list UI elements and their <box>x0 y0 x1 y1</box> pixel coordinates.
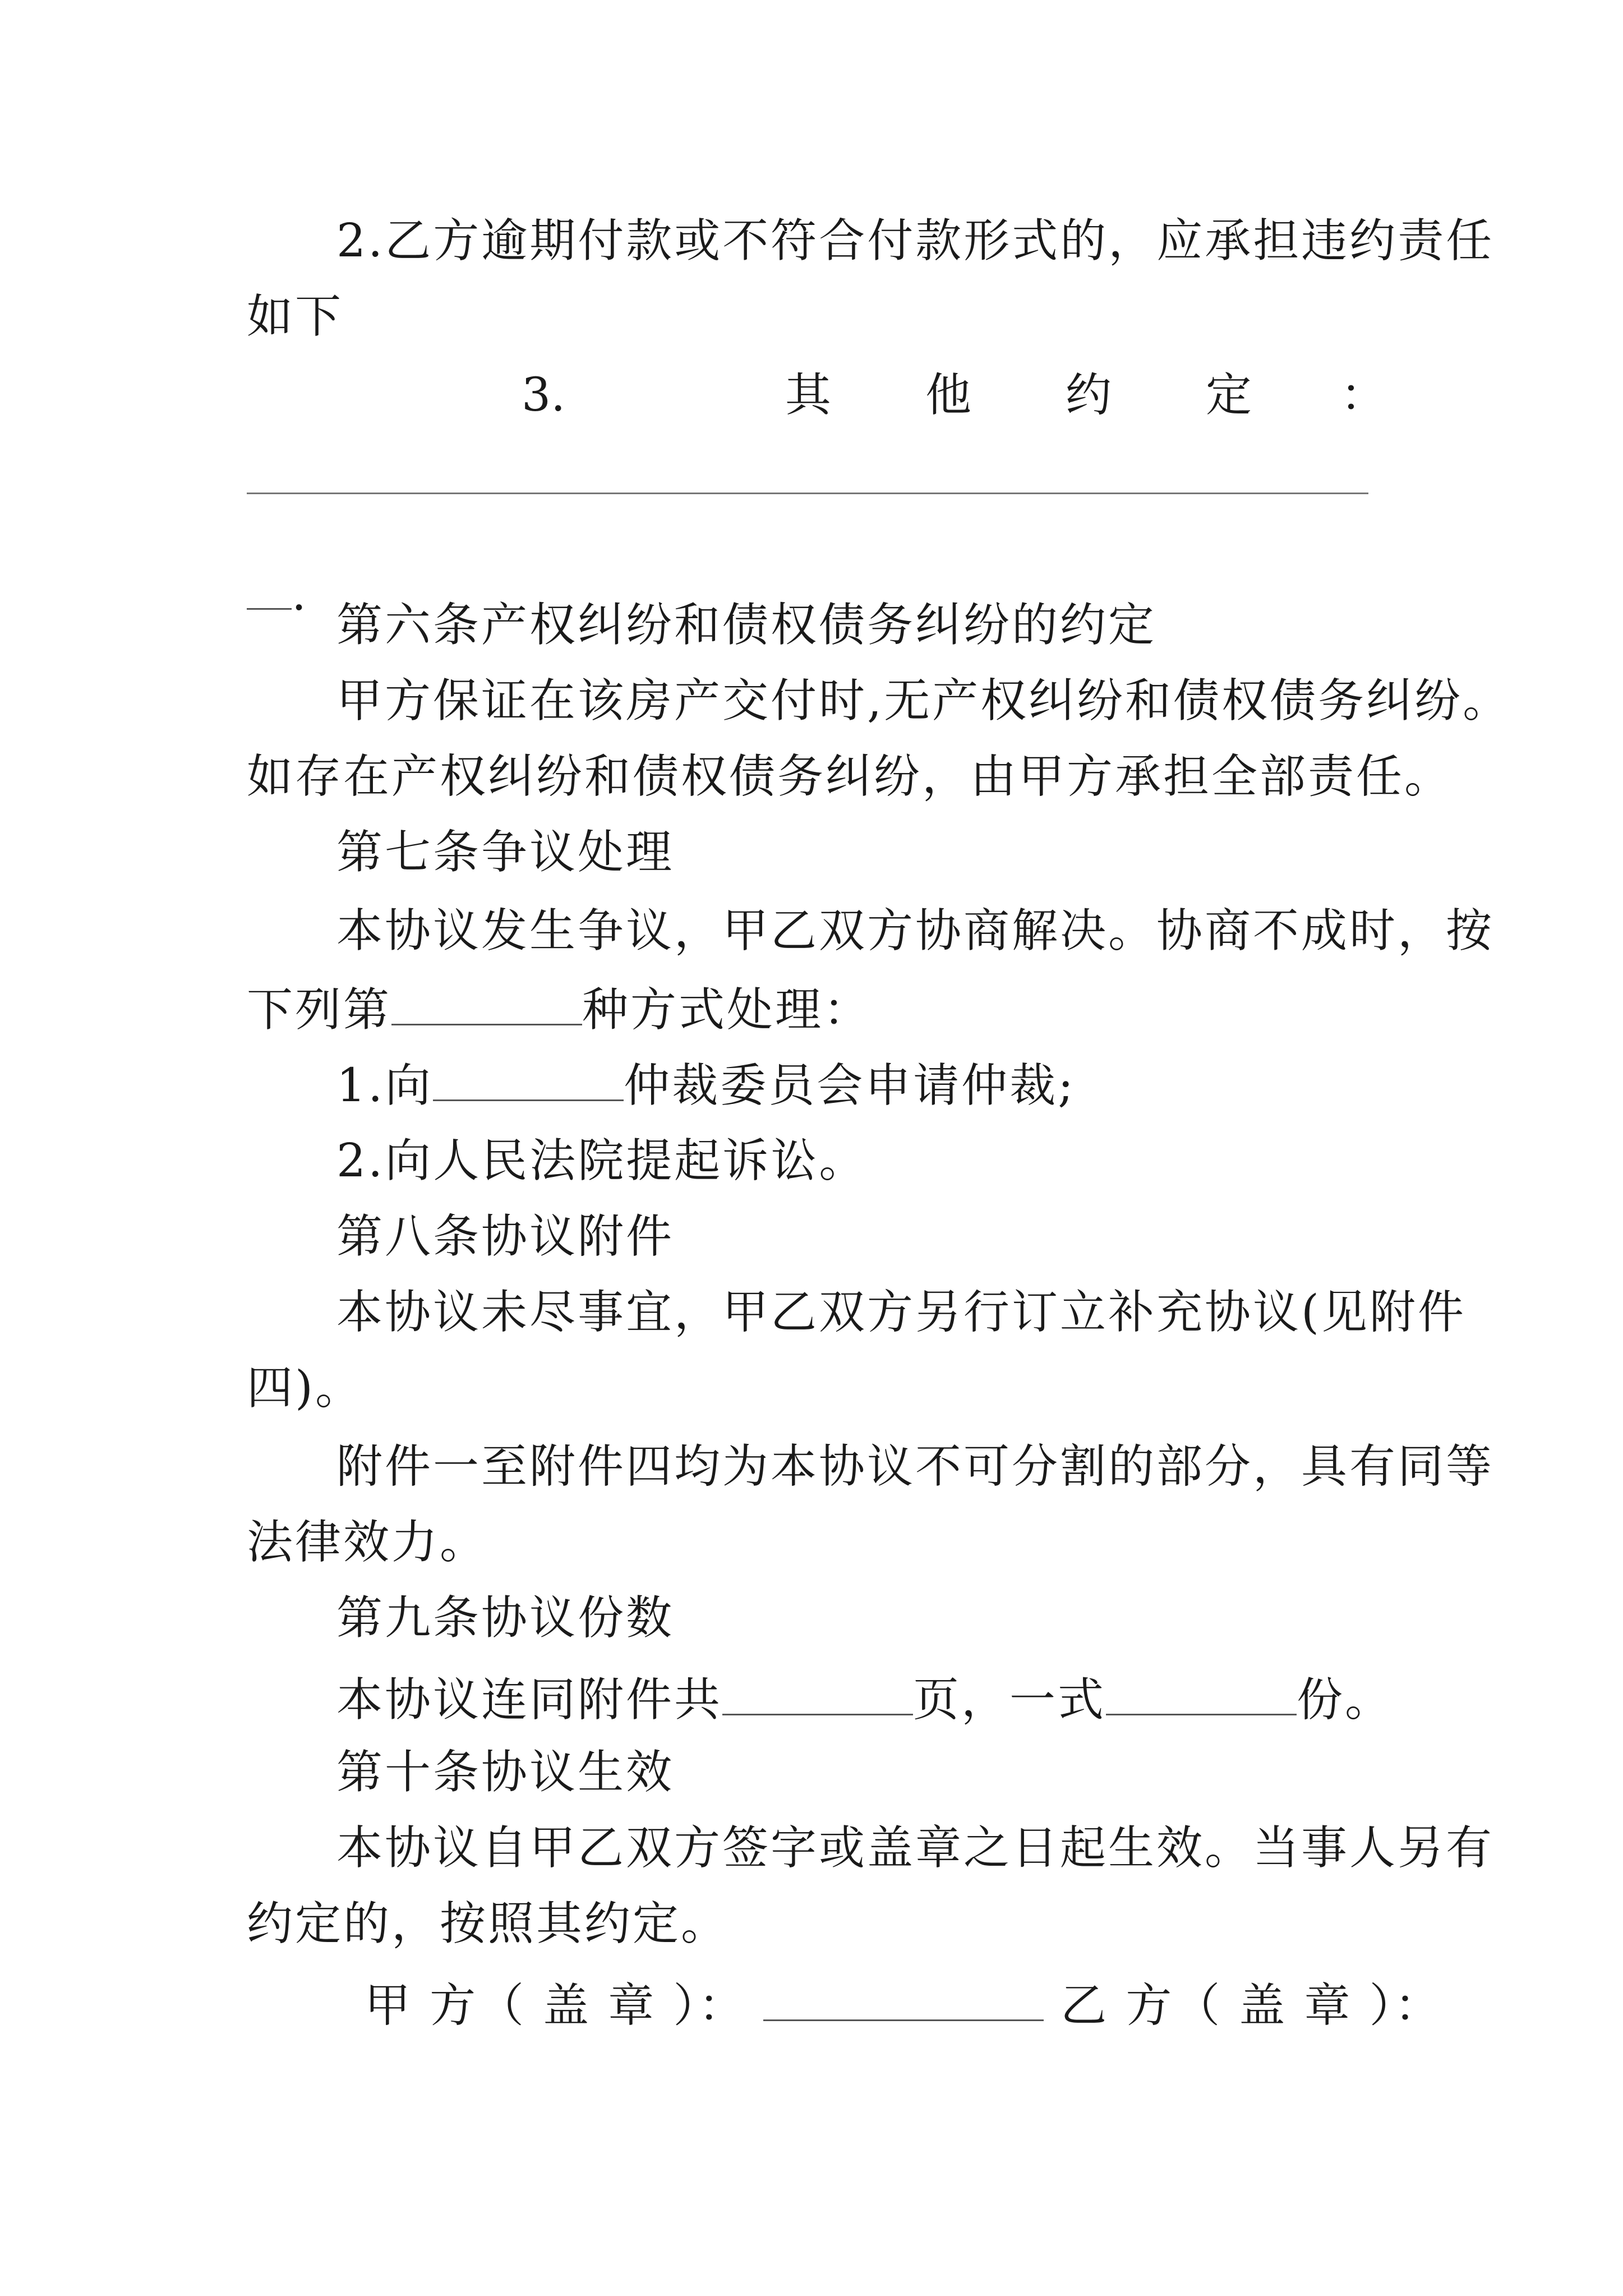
paragraph-line <box>336 1055 1385 1114</box>
paragraph-line: 约定的，按照其约定。 <box>247 1897 730 1950</box>
text-run: 本协议连同附件共 <box>336 1673 723 1727</box>
paragraph-line: 甲方保证在该房产交付时,无产权纠纷和债权债务纠纷。 <box>336 674 1511 728</box>
item-number: 3. <box>522 369 566 422</box>
article-title: 第六条产权纠纷和债权债务纠纷的约定 <box>336 599 1157 652</box>
paragraph-line: 法律效力。 <box>247 1516 488 1569</box>
paragraph-line: 本协议发生争议，甲乙双方协商解决。协商不成时，按 <box>336 904 1495 958</box>
fill-in-rule <box>247 493 1368 494</box>
colon: ： <box>1340 369 1387 422</box>
paragraph-line <box>247 979 1385 1038</box>
spread-char: 定 <box>1206 369 1252 422</box>
fill-in-blank <box>722 1669 913 1715</box>
text-run: 种方式处理： <box>582 983 872 1037</box>
period: . <box>292 568 307 621</box>
paragraph-line: 本协议自甲乙双方签字或盖章之日起生效。当事人另有 <box>336 1821 1495 1875</box>
spread-char: 约 <box>1066 369 1112 422</box>
paragraph-line: 2.乙方逾期付款或不符合付款形式的，应承担违约责任 <box>336 214 1495 268</box>
text-run: 页，一式 <box>913 1673 1106 1727</box>
text-run: 下列第 <box>247 983 392 1037</box>
fill-in-blank <box>433 1055 624 1101</box>
signature-blank <box>763 1975 1044 2021</box>
text-run: 仲裁委员会申请仲裁; <box>624 1059 1076 1112</box>
article-title: 第十条协议生效 <box>336 1746 675 1799</box>
paragraph-line: 附件一至附件四均为本协议不可分割的部分，具有同等 <box>336 1440 1495 1493</box>
party-a-seal-label: 甲 方（ 盖 章 ）： <box>365 1979 747 2032</box>
paragraph-line: 如存在产权纠纷和债权债务纠纷，由甲方承担全部责任。 <box>247 750 1453 803</box>
spread-char: 他 <box>925 369 972 422</box>
paragraph-line: 本协议未尽事宜，甲乙双方另行订立补充协议(见附件 <box>336 1286 1466 1339</box>
signature-line <box>365 1975 1443 2034</box>
paragraph-line <box>336 1669 1394 1728</box>
text-run: 1.向 <box>336 1059 434 1112</box>
fill-in-blank <box>391 979 582 1025</box>
rule-segment <box>247 568 292 610</box>
paragraph-line: 2.向人民法院提起诉讼。 <box>336 1134 868 1188</box>
fill-in-rule-end <box>247 567 306 623</box>
article-title: 第七条争议处理 <box>336 826 675 879</box>
paragraph-line: 四)。 <box>247 1361 363 1415</box>
article-title: 第八条协议附件 <box>336 1210 675 1263</box>
article-title: 第九条协议份数 <box>336 1591 675 1645</box>
party-b-seal-label: 乙 方（ 盖 章 ）： <box>1061 1979 1443 2032</box>
text-run: 份。 <box>1297 1673 1394 1727</box>
fill-in-blank <box>1106 1669 1297 1715</box>
spread-char: 其 <box>785 369 832 422</box>
paragraph-line: 如下 <box>247 290 344 343</box>
